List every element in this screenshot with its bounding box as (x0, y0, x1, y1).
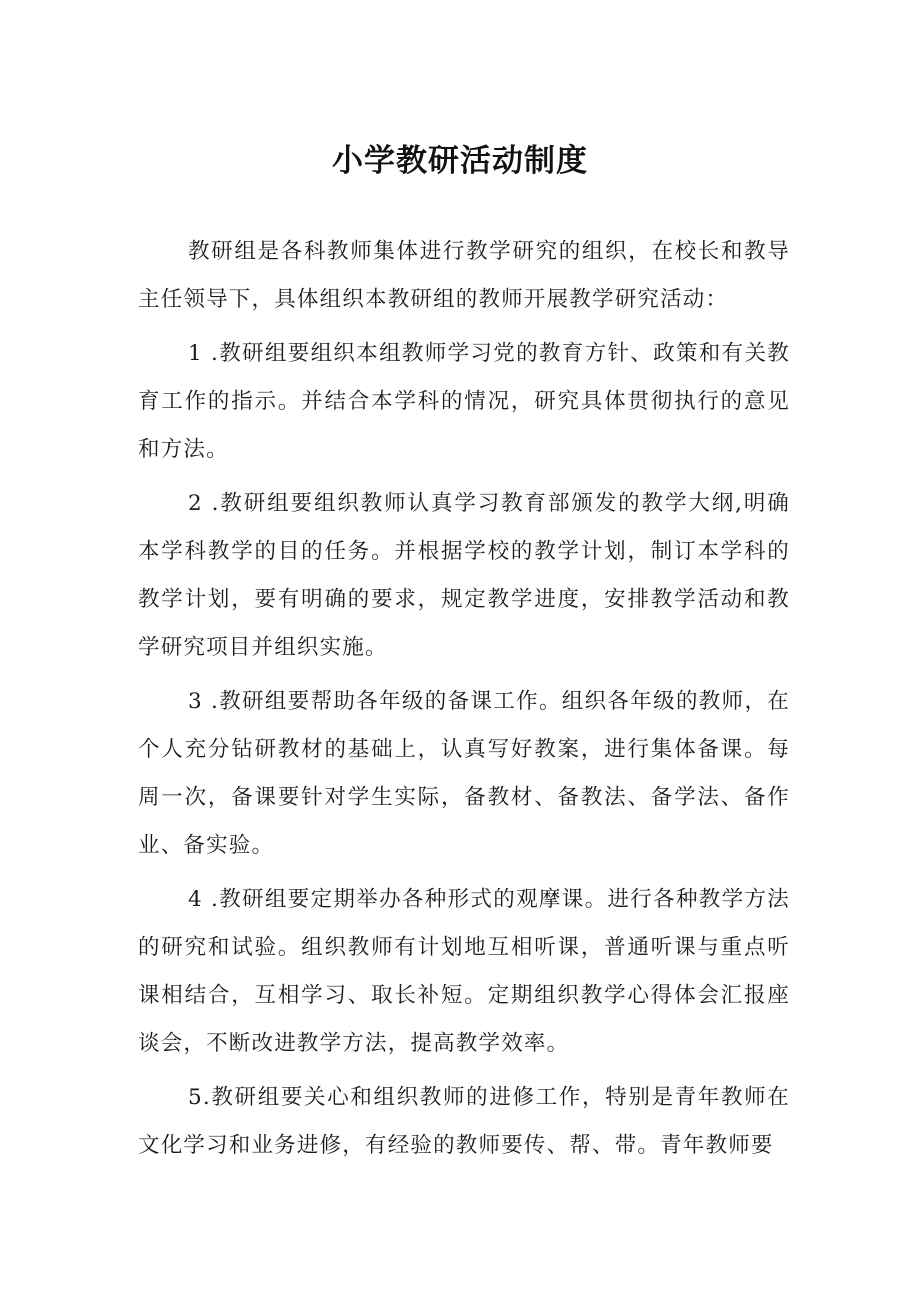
rule-paragraph-2: 2 .教研组要组织教师认真学习教育部颁发的教学大纲,明确本学科教学的目的任务。并根据学校的教学计划，制订本学科的教学计划，要有明确的要求，规定教学进度，安排教学活动和教学研究项目并组织实施。 (138, 491, 790, 660)
document-body (138, 228, 790, 1170)
document-title: 小学教研活动制度 (332, 143, 588, 179)
rule-paragraph-3: 3 .教研组要帮助各年级的备课工作。组织各年级的教师，在个人充分钻研教材的基础上，认真写好教案，进行集体备课。每周一次，备课要针对学生实际，备教材、备教法、备学法、备作业、备实验。 (138, 689, 790, 858)
rule-paragraph-1: 1 .教研组要组织本组教师学习党的教育方针、政策和有关教育工作的指示。并结合本学科的情况，研究具体贯彻执行的意见和方法。 (138, 341, 790, 462)
intro-paragraph: 教研组是各科教师集体进行教学研究的组织，在校长和教导主任领导下，具体组织本教研组的教师开展教学研究活动： (138, 239, 790, 312)
rule-paragraph-5: 5.教研组要关心和组织教师的进修工作，特别是青年教师在文化学习和业务进修，有经验的教师要传、帮、带。青年教师要 (138, 1085, 790, 1158)
rule-paragraph-4: 4 .教研组要定期举办各种形式的观摩课。进行各种教学方法的研究和试验。组织教师有计划地互相听课，普通听课与重点听课相结合，互相学习、取长补短。定期组织教学心得体会汇报座谈会，不断改进教学方法，提高教学效率。 (138, 887, 790, 1056)
